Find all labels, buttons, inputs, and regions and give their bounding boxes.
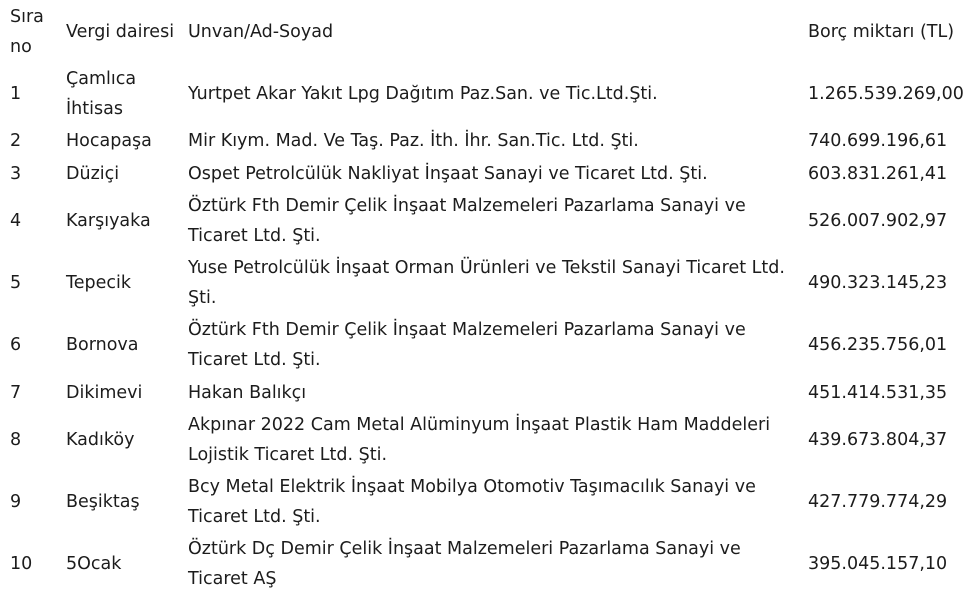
- table-row: [0, 157, 966, 190]
- row-name: Öztürk Dç Demir Çelik İnşaat Malzemeleri Pazarlama Sanayi ve Ticaret AŞ: [188, 539, 741, 589]
- table-row: [0, 314, 966, 376]
- row-amount: 439.673.804,37: [808, 430, 948, 450]
- header-office: Vergi dairesi: [66, 22, 175, 42]
- row-no: 5: [10, 273, 22, 293]
- table-row: [0, 376, 966, 409]
- row-name: Mir Kıym. Mad. Ve Taş. Paz. İth. İhr. San.Tic. Ltd. Şti.: [188, 130, 639, 151]
- row-office: Çamlıca İhtisas: [66, 69, 137, 119]
- row-office: Kadıköy: [66, 430, 135, 450]
- row-amount: 451.414.531,35: [808, 382, 948, 403]
- row-office: Bornova: [66, 335, 139, 355]
- row-no: 7: [10, 382, 22, 403]
- row-amount: 603.831.261,41: [808, 163, 948, 184]
- row-office: 5Ocak: [66, 554, 122, 574]
- header-amount: Borç miktarı (TL): [808, 22, 955, 42]
- table-row: [0, 252, 966, 314]
- row-no: 2: [10, 130, 22, 151]
- row-office: Dikimevi: [66, 382, 143, 403]
- table-row: [0, 64, 966, 124]
- row-name: Öztürk Fth Demir Çelik İnşaat Malzemeleri Pazarlama Sanayi ve Ticaret Ltd. Şti.: [188, 196, 746, 246]
- row-office: Hocapaşa: [66, 130, 152, 151]
- row-amount: 490.323.145,23: [808, 273, 948, 293]
- row-no: 9: [10, 492, 22, 512]
- table-header: [0, 0, 966, 64]
- header-name: Unvan/Ad-Soyad: [188, 22, 334, 42]
- row-office: Beşiktaş: [66, 492, 140, 512]
- row-amount: 740.699.196,61: [808, 130, 948, 151]
- row-name: Ospet Petrolcülük Nakliyat İnşaat Sanayi ve Ticaret Ltd. Şti.: [188, 163, 708, 184]
- row-amount: 427.779.774,29: [808, 492, 948, 512]
- row-no: 6: [10, 335, 22, 355]
- row-amount: 526.007.902,97: [808, 211, 948, 231]
- table-body: [0, 64, 966, 595]
- header-no: Sıra no: [10, 7, 44, 57]
- row-office: Düziçi: [66, 163, 120, 184]
- row-office: Tepecik: [66, 273, 131, 293]
- row-name: Öztürk Fth Demir Çelik İnşaat Malzemeleri Pazarlama Sanayi ve Ticaret Ltd. Şti.: [188, 320, 746, 370]
- row-amount: 1.265.539.269,00: [808, 84, 964, 104]
- row-no: 10: [10, 554, 33, 574]
- table-row: [0, 409, 966, 471]
- row-no: 1: [10, 84, 22, 104]
- row-name: Akpınar 2022 Cam Metal Alüminyum İnşaat Plastik Ham Maddeleri Lojistik Ticaret Ltd. Şti.: [188, 415, 771, 465]
- row-office: Karşıyaka: [66, 211, 151, 231]
- row-amount: 395.045.157,10: [808, 554, 948, 574]
- row-name: Hakan Balıkçı: [188, 382, 307, 403]
- row-no: 3: [10, 163, 22, 184]
- row-amount: 456.235.756,01: [808, 335, 948, 355]
- row-name: Bcy Metal Elektrik İnşaat Mobilya Otomotiv Taşımacılık Sanayi ve Ticaret Ltd. Şti.: [188, 477, 756, 527]
- table-row: [0, 533, 966, 595]
- row-no: 8: [10, 430, 22, 450]
- table-row: [0, 190, 966, 252]
- row-name: Yuse Petrolcülük İnşaat Orman Ürünleri ve Tekstil Sanayi Ticaret Ltd. Şti.: [188, 258, 785, 308]
- row-name: Yurtpet Akar Yakıt Lpg Dağıtım Paz.San. ve Tic.Ltd.Şti.: [188, 84, 658, 104]
- table-row: [0, 471, 966, 533]
- row-no: 4: [10, 211, 22, 231]
- table-row: [0, 124, 966, 157]
